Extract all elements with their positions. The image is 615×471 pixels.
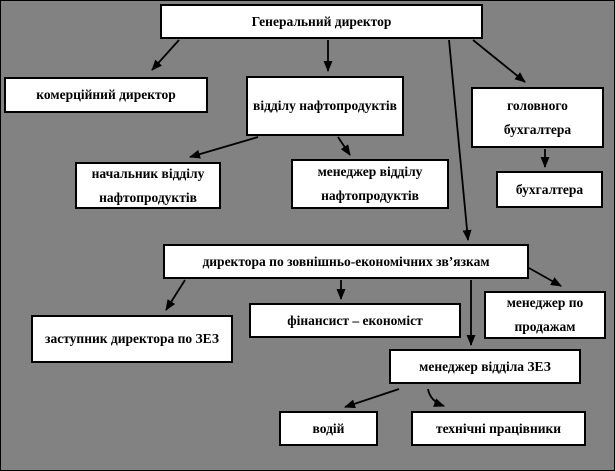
node-technical-workers: технічні працівники [411,411,586,446]
node-accountant: бухгалтера [496,171,603,208]
connector-oil-dept-to-mgr-oil [338,137,350,155]
node-general-director: Генеральний директор [160,4,483,39]
node-chief-accountant: головного бухгалтера [471,87,604,148]
node-sales-manager: менеджер по продажам [484,291,606,339]
connector-fez-mgr-to-technical [428,389,444,406]
connector-director-fez-to-deputy [166,280,185,310]
connector-general-to-chief-acct [473,40,525,82]
node-head-of-oil-products-department: начальник відділу нафтопродуктів [75,162,221,209]
node-driver: водій [279,411,378,446]
connector-general-to-commercial [152,40,179,70]
node-deputy-director-fez: заступник директора по ЗЕЗ [31,315,233,363]
node-oil-products-department: відділу нафтопродуктів [246,76,404,136]
connector-fez-mgr-to-driver [345,389,399,407]
node-manager-of-oil-products-department: менеджер відділу нафтопродуктів [291,159,449,209]
node-financier-economist: фінансист – економіст [249,303,461,338]
connector-director-fez-to-sales [529,268,561,286]
node-director-foreign-economic-relations: директора по зовнішньо-економічних зв’язкам [163,244,529,279]
node-commercial-director: комерційний директор [4,77,208,113]
node-fez-department-manager: менеджер відділа ЗЕЗ [389,349,581,384]
connectors-layer [1,1,614,470]
connector-general-to-director-fez [449,40,468,240]
connector-oil-dept-to-head-oil [190,137,258,157]
